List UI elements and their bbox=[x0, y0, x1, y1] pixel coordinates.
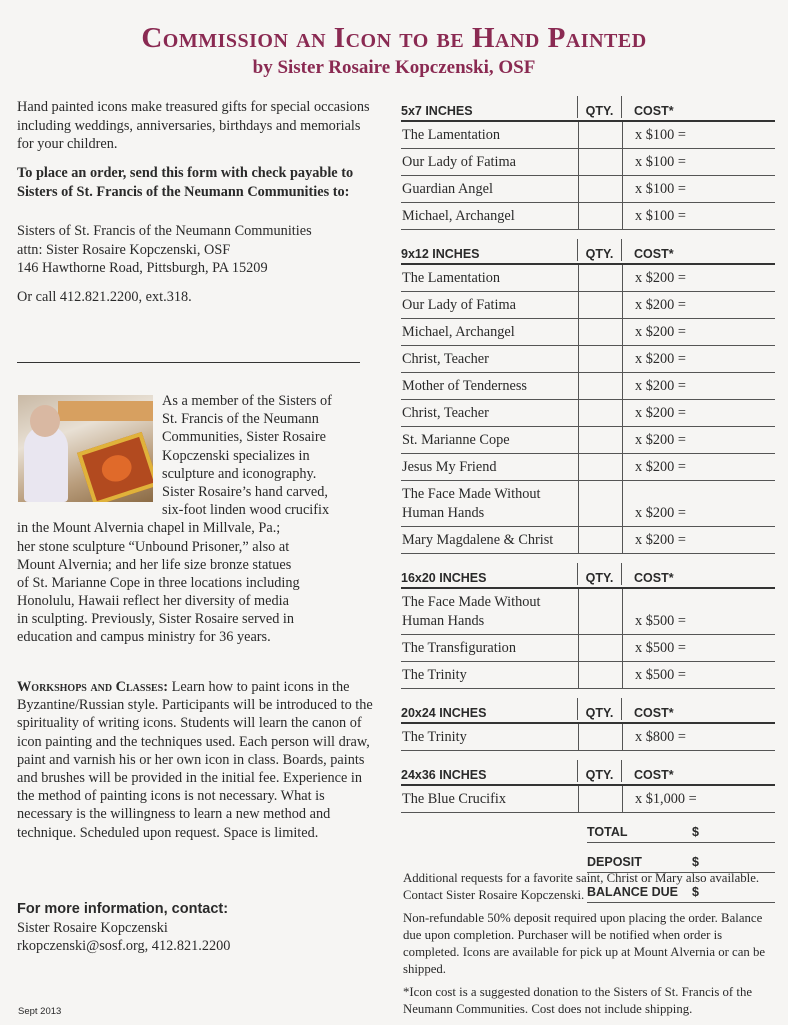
footer-date: Sept 2013 bbox=[18, 1006, 62, 1017]
total-label: DEPOSIT bbox=[587, 855, 642, 869]
section-size: 24x36 INCHES bbox=[401, 768, 487, 782]
item-name: The Lamentation bbox=[402, 270, 501, 286]
bio-line: Sister Rosaire’s hand carved, bbox=[162, 483, 328, 500]
table-row bbox=[401, 176, 775, 203]
order-notes bbox=[403, 870, 775, 1024]
note-paragraph: Additional requests for a favorite saint, Christ or Mary also available. Contact Sister Rosaire Kopczenski. bbox=[403, 871, 760, 902]
item-name: Michael, Archangel bbox=[402, 208, 515, 224]
bio-line: in sculpting. Previously, Sister Rosaire served in bbox=[17, 611, 295, 628]
qty-header: QTY. bbox=[577, 239, 622, 261]
qty-header: QTY. bbox=[577, 96, 622, 118]
item-cost: x $200 = bbox=[635, 459, 686, 475]
cost-header: COST* bbox=[634, 706, 674, 720]
table-row bbox=[401, 481, 775, 527]
address-line-1: Sisters of St. Francis of the Neumann Communities bbox=[17, 223, 312, 239]
contact-heading: For more information, contact: bbox=[17, 901, 229, 917]
address-line-2: attn: Sister Rosaire Kopczenski, OSF bbox=[17, 241, 231, 258]
workshops-section bbox=[17, 678, 375, 842]
bio-line: six-foot linden wood crucifix bbox=[162, 502, 330, 519]
table-row bbox=[401, 427, 775, 454]
qty-field[interactable] bbox=[578, 319, 623, 345]
section-gap bbox=[401, 689, 775, 698]
page-title: Commission an Icon to be Hand Painted bbox=[141, 22, 647, 54]
bio-line: Communities, Sister Rosaire bbox=[162, 429, 327, 446]
bio-line: St. Francis of the Neumann bbox=[162, 411, 319, 428]
bio-line: of St. Marianne Cope in three locations including bbox=[17, 574, 300, 591]
item-name: Guardian Angel bbox=[402, 181, 493, 197]
workshops-heading: Workshops and Classes: bbox=[17, 679, 169, 695]
qty-field[interactable] bbox=[578, 122, 623, 148]
item-cost: x $100 = bbox=[635, 127, 686, 143]
table-row bbox=[401, 292, 775, 319]
table-row bbox=[401, 635, 775, 662]
total-value[interactable]: $ bbox=[692, 855, 699, 869]
table-row bbox=[401, 527, 775, 554]
table-row bbox=[401, 400, 775, 427]
cost-header: COST* bbox=[634, 571, 674, 585]
table-row bbox=[401, 346, 775, 373]
order-form bbox=[401, 96, 775, 903]
item-cost: x $500 = bbox=[635, 613, 686, 629]
section-gap bbox=[401, 554, 775, 563]
bio-line: Mount Alvernia; and her life size bronze statues bbox=[17, 556, 292, 573]
item-cost: x $500 = bbox=[635, 667, 686, 683]
item-name: Michael, Archangel bbox=[402, 324, 515, 340]
table-row bbox=[401, 203, 775, 230]
intro-text: Hand painted icons make treasured gifts for special occasions including weddings, anniversaries, birthdays and memorials for your children. bbox=[17, 99, 370, 152]
workshops-text: Learn how to paint icons in the Byzantine/Russian style. Participants will be introduced to the spirituality of writing icons. Students will learn the canon of icon painting and the techniques used. Each person will draw, paint and varnish his or her own icon in class. Boards, paints and brushes will be provided in the initial fee. Experience in the method of painting icons is not necessary. What is necessary is the willingness to learn a new method and technique. Scheduled upon request. Space is limited. bbox=[17, 679, 373, 841]
item-cost: x $200 = bbox=[635, 532, 686, 548]
qty-field[interactable] bbox=[578, 346, 623, 372]
section-header bbox=[401, 698, 775, 724]
contact-details: rkopczenski@sosf.org, 412.821.2200 bbox=[17, 938, 231, 954]
qty-field[interactable] bbox=[578, 786, 623, 812]
divider bbox=[17, 362, 360, 363]
section-gap bbox=[401, 230, 775, 239]
section-header bbox=[401, 760, 775, 786]
qty-field[interactable] bbox=[578, 481, 623, 526]
item-cost: x $1,000 = bbox=[635, 791, 697, 807]
qty-field[interactable] bbox=[578, 400, 623, 426]
total-label: BALANCE DUE bbox=[587, 885, 678, 899]
section-header bbox=[401, 563, 775, 589]
mailing-address bbox=[17, 222, 375, 278]
table-row bbox=[401, 265, 775, 292]
table-row bbox=[401, 454, 775, 481]
contact-section bbox=[17, 900, 375, 956]
item-cost: x $200 = bbox=[635, 378, 686, 394]
item-cost: x $100 = bbox=[635, 181, 686, 197]
note-paragraph: Non-refundable 50% deposit required upon placing the order. Balance due upon completion. Purchaser will be notified when order is completed. Icons are available for pick up at Mount Alvernia or can be shipped. bbox=[403, 911, 766, 976]
table-row bbox=[401, 122, 775, 149]
item-cost: x $800 = bbox=[635, 729, 686, 745]
qty-field[interactable] bbox=[578, 724, 623, 750]
section-size: 9x12 INCHES bbox=[401, 247, 480, 261]
cost-header: COST* bbox=[634, 247, 674, 261]
item-cost: x $500 = bbox=[635, 640, 686, 656]
note-paragraph: *Icon cost is a suggested donation to the Sisters of St. Francis of the Neumann Communities. Cost does not include shipping. bbox=[403, 985, 753, 1016]
bio-text bbox=[17, 392, 375, 647]
table-row bbox=[401, 373, 775, 400]
section-header bbox=[401, 239, 775, 265]
total-label: TOTAL bbox=[587, 825, 628, 839]
section-size: 5x7 INCHES bbox=[401, 104, 473, 118]
item-name: Christ, Teacher bbox=[402, 405, 489, 421]
item-name: The Face Made Without Human Hands bbox=[402, 486, 541, 521]
item-name: Christ, Teacher bbox=[402, 351, 489, 367]
total-value[interactable]: $ bbox=[692, 825, 699, 839]
bio-line: education and campus ministry for 36 years. bbox=[17, 629, 271, 646]
qty-field[interactable] bbox=[578, 662, 623, 688]
bio-line: in the Mount Alvernia chapel in Millvale, Pa.; bbox=[17, 520, 281, 537]
section-gap bbox=[401, 751, 775, 760]
item-name: Jesus My Friend bbox=[402, 459, 497, 475]
qty-field[interactable] bbox=[578, 427, 623, 453]
table-row bbox=[401, 149, 775, 176]
address-line-3: 146 Hawthorne Road, Pittsburgh, PA 15209 bbox=[17, 260, 268, 276]
item-name: The Transfiguration bbox=[402, 640, 516, 656]
table-row bbox=[401, 319, 775, 346]
item-name: The Trinity bbox=[402, 729, 467, 745]
table-row bbox=[401, 662, 775, 689]
item-name: The Trinity bbox=[402, 667, 467, 683]
qty-field[interactable] bbox=[578, 203, 623, 229]
total-row bbox=[401, 813, 775, 842]
item-name: Our Lady of Fatima bbox=[402, 154, 516, 170]
item-name: The Blue Crucifix bbox=[402, 791, 507, 807]
cost-header: COST* bbox=[634, 768, 674, 782]
table-row bbox=[401, 724, 775, 751]
order-instructions: To place an order, send this form with check payable to Sisters of St. Francis of the Neumann Communities to: bbox=[17, 165, 354, 200]
section-size: 20x24 INCHES bbox=[401, 706, 487, 720]
qty-field[interactable] bbox=[578, 373, 623, 399]
item-name: Our Lady of Fatima bbox=[402, 297, 516, 313]
item-name: St. Marianne Cope bbox=[402, 432, 510, 448]
call-text: Or call 412.821.2200, ext.318. bbox=[17, 289, 192, 305]
item-cost: x $200 = bbox=[635, 324, 686, 340]
item-name: Mother of Tenderness bbox=[402, 378, 527, 394]
cost-header: COST* bbox=[634, 104, 674, 118]
bio-line: Kopczenski specializes in bbox=[162, 447, 310, 464]
item-cost: x $200 = bbox=[635, 432, 686, 448]
qty-header: QTY. bbox=[577, 760, 622, 782]
item-name: The Face Made Without Human Hands bbox=[402, 594, 541, 629]
byline: by Sister Rosaire Kopczenski, OSF bbox=[252, 57, 536, 78]
item-cost: x $200 = bbox=[635, 270, 686, 286]
item-cost: x $200 = bbox=[635, 505, 686, 521]
qty-header: QTY. bbox=[577, 698, 622, 720]
total-row bbox=[401, 843, 775, 872]
contact-name: Sister Rosaire Kopczenski bbox=[17, 919, 168, 936]
qty-field[interactable] bbox=[578, 454, 623, 480]
item-name: The Lamentation bbox=[402, 127, 501, 143]
total-value[interactable]: $ bbox=[692, 885, 699, 899]
item-cost: x $200 = bbox=[635, 297, 686, 313]
table-row bbox=[401, 786, 775, 813]
table-row bbox=[401, 589, 775, 635]
item-cost: x $200 = bbox=[635, 351, 686, 367]
qty-field[interactable] bbox=[578, 176, 623, 202]
qty-field[interactable] bbox=[578, 265, 623, 291]
section-header bbox=[401, 96, 775, 122]
item-cost: x $100 = bbox=[635, 154, 686, 170]
item-name: Mary Magdalene & Christ bbox=[402, 532, 554, 548]
qty-header: QTY. bbox=[577, 563, 622, 585]
bio-line: her stone sculpture “Unbound Prisoner,” also at bbox=[17, 538, 290, 555]
bio-line: As a member of the Sisters of bbox=[162, 393, 332, 409]
qty-field[interactable] bbox=[578, 292, 623, 318]
bio-line: sculpture and iconography. bbox=[162, 465, 317, 482]
qty-field[interactable] bbox=[578, 635, 623, 661]
qty-field[interactable] bbox=[578, 589, 623, 634]
section-size: 16x20 INCHES bbox=[401, 571, 487, 585]
item-cost: x $200 = bbox=[635, 405, 686, 421]
bio-line: Honolulu, Hawaii reflect her diversity of media bbox=[17, 593, 289, 610]
qty-field[interactable] bbox=[578, 149, 623, 175]
qty-field[interactable] bbox=[578, 527, 623, 553]
item-cost: x $100 = bbox=[635, 208, 686, 224]
